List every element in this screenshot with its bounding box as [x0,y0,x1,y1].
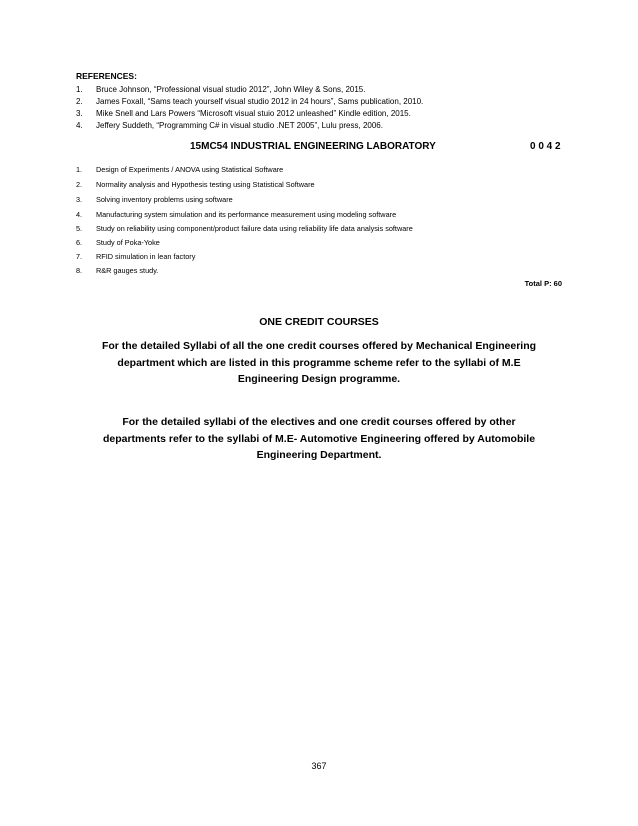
experiment-text: Normality analysis and Hypothesis testing using Statistical Software [96,180,315,189]
experiment-number: 5. [76,224,83,233]
experiment-item [76,252,195,261]
paragraph-line: Engineering Department. [256,449,382,461]
experiment-number: 7. [76,252,83,261]
reference-item [76,121,383,130]
course-title: 15MC54 INDUSTRIAL ENGINEERING LABORATORY [190,141,436,152]
experiment-text: Solving inventory problems using software [96,195,233,204]
experiment-text: Study of Poka-Yoke [96,238,160,247]
paragraph-line: departments refer to the syllabi of M.E- Automotive Engineering offered by Automobile [102,432,536,445]
experiment-text: RFID simulation in lean factory [96,252,196,261]
total-periods: Total P: 60 [524,279,562,288]
experiment-item [76,238,160,247]
experiment-text: Design of Experiments / ANOVA using Statistical Software [96,165,284,174]
experiment-text: Study on reliability using component/product failure data using reliability life data analysis software [96,224,413,233]
reference-text: Bruce Johnson, “Professional visual studio 2012”, John Wiley & Sons, 2015. [96,85,366,94]
paragraph-line: Engineering Design programme. [237,373,401,385]
experiment-text: R&R gauges study. [96,266,159,275]
reference-number: 4. [76,121,83,130]
reference-item [76,97,423,106]
reference-number: 1. [76,85,83,94]
reference-item [76,85,365,94]
reference-text: James Foxall, “Sams teach yourself visual studio 2012 in 24 hours”, Sams publication, 2010. [96,97,424,106]
electives-paragraph [60,414,578,464]
paragraph-line: For the detailed Syllabi of all the one credit courses offered by Mechanical Engineering [101,340,537,352]
experiment-item [76,180,315,189]
reference-number: 2. [76,97,83,106]
reference-text: Mike Snell and Lars Powers “Microsoft visual stuio 2012 unleashed” Kindle edition, 2015. [96,109,411,118]
experiment-item [76,210,396,219]
experiment-number: 8. [76,266,83,275]
section-title: ONE CREDIT COURSES [259,316,379,328]
experiment-item [76,224,413,233]
experiment-number: 2. [76,180,83,189]
experiment-number: 3. [76,195,83,204]
experiment-item [76,195,233,204]
experiment-number: 4. [76,210,83,219]
course-credits: 0 0 4 2 [530,141,561,152]
reference-number: 3. [76,109,83,118]
experiment-item [76,266,158,275]
one-credit-paragraph [60,338,578,388]
reference-text: Jeffery Suddeth, “Programming C# in visual studio .NET 2005”, Lulu press, 2006. [96,121,383,130]
paragraph-line: For the detailed syllabi of the electives and one credit courses offered by other [122,416,516,428]
experiment-number: 6. [76,238,83,247]
paragraph-line: department which are listed in this programme scheme refer to the syllabi of M.E [117,356,521,369]
references-heading: REFERENCES: [76,71,137,81]
page-number: 367 [311,761,327,771]
experiment-number: 1. [76,165,83,174]
reference-item [76,109,411,118]
experiment-item [76,165,283,174]
experiment-text: Manufacturing system simulation and its performance measurement using modeling software [96,210,397,219]
